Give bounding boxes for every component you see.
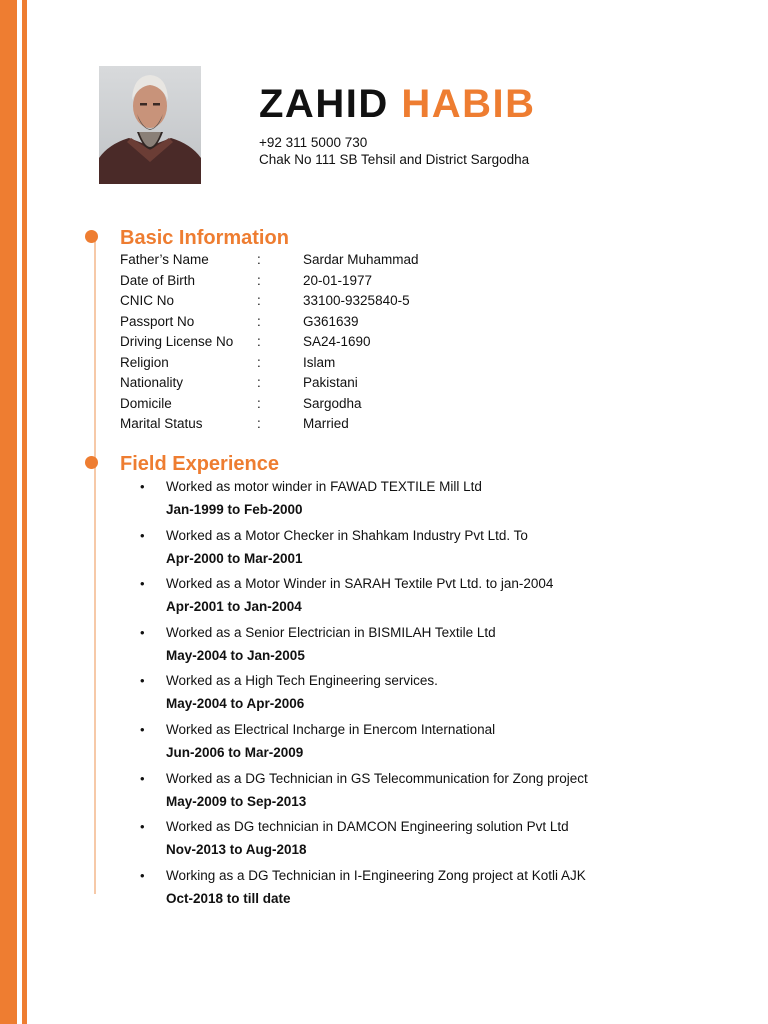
experience-item	[140, 624, 700, 673]
experience-item	[140, 478, 700, 527]
experience-description: Worked as a Motor Checker in Shahkam Industry Pvt Ltd. To	[166, 527, 528, 543]
experience-item	[140, 527, 700, 576]
bullet-icon: •	[140, 624, 145, 640]
bullet-icon: •	[140, 527, 145, 543]
info-value: Sargodha	[303, 395, 362, 411]
info-value: SA24-1690	[303, 334, 371, 349]
info-label: Date of Birth	[120, 272, 196, 288]
experience-description: Worked as motor winder in FAWAD TEXTILE Mill Ltd	[166, 479, 482, 494]
info-value: Islam	[303, 354, 336, 370]
info-label: Religion	[120, 354, 169, 370]
experience-dates: Nov-2013 to Aug-2018	[166, 842, 307, 858]
info-separator: :	[257, 375, 261, 390]
info-label: Domicile	[120, 395, 172, 411]
experience-dates: May-2004 to Jan-2005	[166, 647, 305, 663]
experience-item	[140, 672, 700, 721]
info-value: Sardar Muhammad	[303, 252, 419, 267]
info-value: Married	[303, 416, 349, 431]
profile-photo	[99, 66, 201, 184]
bullet-icon: •	[140, 819, 145, 835]
basic-info-marker-icon	[85, 230, 98, 243]
last-name: HABIB	[401, 82, 536, 126]
left-accent-stripe	[22, 0, 27, 1024]
info-separator: :	[257, 334, 261, 349]
experience-item	[140, 770, 700, 819]
experience-item	[140, 818, 700, 867]
experience-dates: Apr-2000 to Mar-2001	[166, 550, 303, 566]
phone-number: +92 311 5000 730	[259, 135, 368, 150]
info-separator: :	[257, 313, 261, 329]
info-value: Pakistani	[303, 375, 358, 390]
info-separator: :	[257, 354, 261, 370]
experience-dates: Apr-2001 to Jan-2004	[166, 599, 302, 615]
bullet-icon: •	[140, 721, 145, 737]
info-label: Father’s Name	[120, 252, 209, 267]
info-separator: :	[257, 395, 261, 411]
experience-dates: Oct-2018 to till date	[166, 890, 291, 906]
experience-dates: Jun-2006 to Mar-2009	[166, 744, 304, 760]
experience-dates: Jan-1999 to Feb-2000	[166, 502, 303, 517]
info-separator: :	[257, 293, 261, 308]
basic-info-heading: Basic Information	[120, 227, 289, 249]
experience-description: Worked as DG technician in DAMCON Engineering solution Pvt Ltd	[166, 819, 569, 835]
first-name: ZAHID	[259, 82, 389, 126]
info-value: 20-01-1977	[303, 272, 373, 288]
field-experience-heading: Field Experience	[120, 453, 279, 475]
experience-description: Worked as Electrical Incharge in Enercom International	[166, 721, 496, 737]
bullet-icon: •	[140, 867, 145, 883]
field-experience-marker-icon	[85, 456, 98, 469]
bullet-icon: •	[140, 673, 145, 689]
info-value: G361639	[303, 313, 359, 329]
info-label: Nationality	[120, 375, 184, 390]
experience-description: Worked as a DG Technician in GS Telecommunication for Zong project	[166, 770, 588, 786]
info-value: 33100-9325840-5	[303, 293, 410, 308]
address: Chak No 111 SB Tehsil and District Sargodha	[259, 152, 530, 167]
bullet-icon: •	[140, 576, 145, 592]
experience-description: Worked as a Motor Winder in SARAH Textile Pvt Ltd. to jan-2004	[166, 576, 554, 592]
info-separator: :	[257, 272, 261, 288]
full-name	[259, 80, 536, 128]
info-separator: :	[257, 252, 261, 267]
info-label: Driving License No	[120, 334, 234, 349]
experience-description: Working as a DG Technician in I-Engineering Zong project at Kotli AJK	[166, 867, 586, 883]
experience-dates: May-2004 to Apr-2006	[166, 696, 305, 712]
timeline-line	[94, 232, 96, 894]
bullet-icon: •	[140, 479, 145, 494]
info-label: Passport No	[120, 313, 195, 329]
experience-dates: May-2009 to Sep-2013	[166, 793, 307, 809]
info-separator: :	[257, 416, 261, 431]
experience-list	[140, 478, 700, 915]
info-label: Marital Status	[120, 416, 203, 431]
experience-description: Worked as a High Tech Engineering services.	[166, 673, 438, 689]
experience-item	[140, 867, 700, 916]
experience-item	[140, 575, 700, 624]
bullet-icon: •	[140, 770, 145, 786]
info-label: CNIC No	[120, 293, 175, 308]
left-accent-bar	[0, 0, 17, 1024]
experience-item	[140, 721, 700, 770]
experience-description: Worked as a Senior Electrician in BISMILAH Textile Ltd	[166, 624, 496, 640]
